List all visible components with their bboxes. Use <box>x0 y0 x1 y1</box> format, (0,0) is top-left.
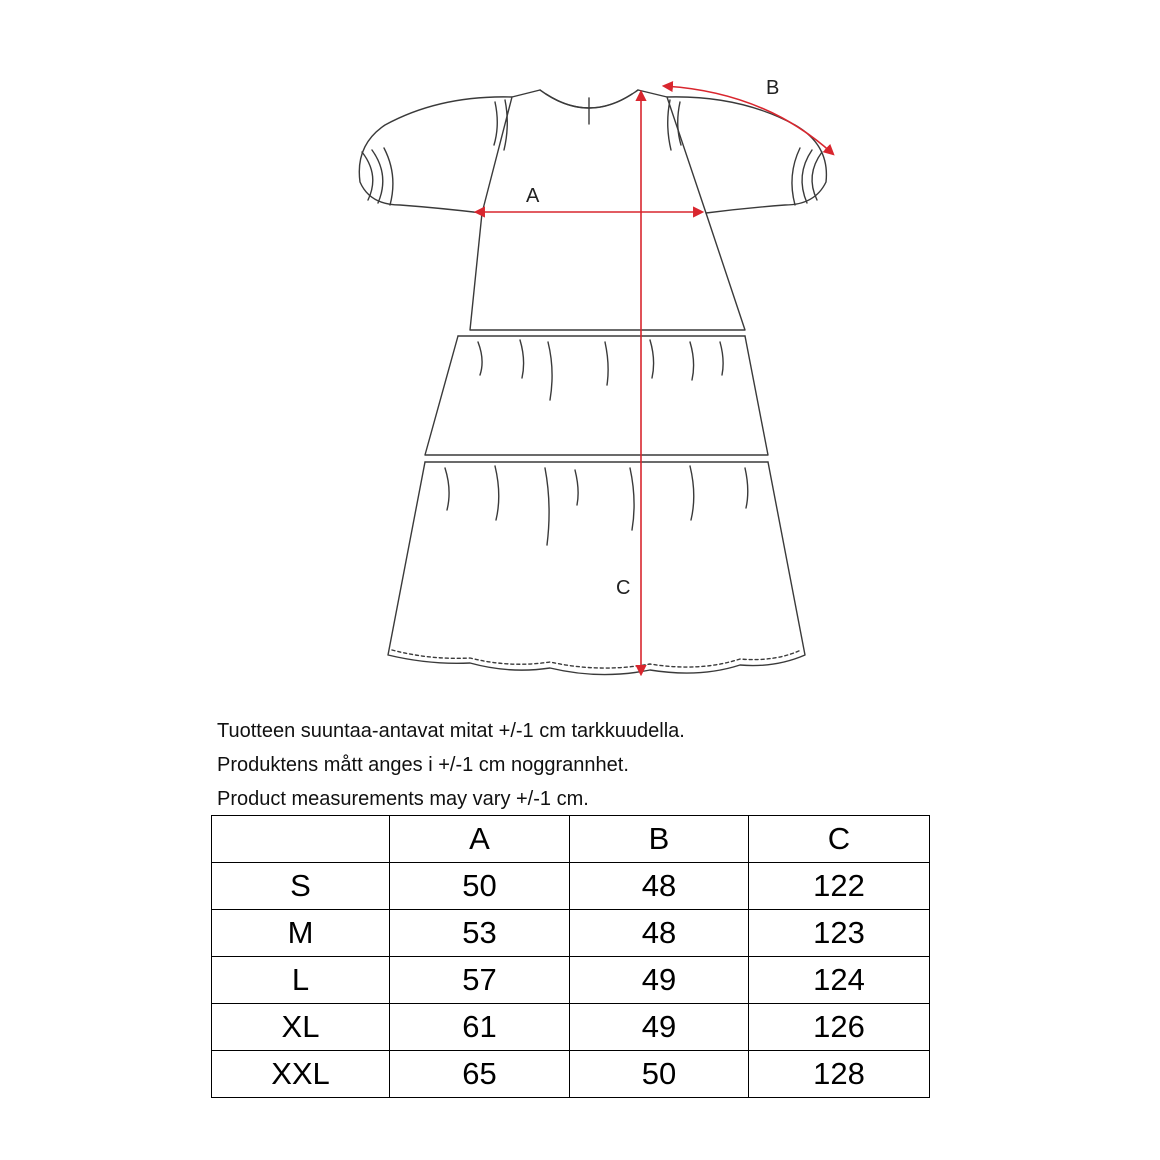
table-row <box>212 863 930 910</box>
header-cell: C <box>749 816 930 863</box>
size-table <box>211 815 930 1098</box>
header-cell <box>212 816 390 863</box>
table-row <box>212 957 930 1004</box>
table-cell: 50 <box>390 863 570 910</box>
table-cell: 48 <box>570 863 749 910</box>
size-cell: XXL <box>212 1051 390 1098</box>
note-english: Product measurements may vary +/-1 cm. <box>217 788 589 810</box>
header-cell: B <box>570 816 749 863</box>
table-cell: 57 <box>390 957 570 1004</box>
table-cell: 65 <box>390 1051 570 1098</box>
note-swedish: Produktens mått anges i +/-1 cm noggrannhet. <box>217 754 629 776</box>
table-cell: 53 <box>390 910 570 957</box>
label-a: A <box>526 185 540 207</box>
label-c: C <box>616 577 631 599</box>
size-cell: L <box>212 957 390 1004</box>
table-row <box>212 1051 930 1098</box>
table-cell: 50 <box>570 1051 749 1098</box>
table-cell: 49 <box>570 957 749 1004</box>
table-cell: 126 <box>749 1004 930 1051</box>
header-cell: A <box>390 816 570 863</box>
table-cell: 128 <box>749 1051 930 1098</box>
size-cell: XL <box>212 1004 390 1051</box>
size-cell: M <box>212 910 390 957</box>
table-header-row <box>212 816 930 863</box>
table-row <box>212 910 930 957</box>
table-cell: 123 <box>749 910 930 957</box>
table-cell: 61 <box>390 1004 570 1051</box>
note-finnish: Tuotteen suuntaa-antavat mitat +/-1 cm tarkkuudella. <box>217 720 685 742</box>
measure-lines <box>476 86 833 674</box>
measure-b-arc <box>664 86 833 154</box>
measurement-notes <box>217 714 685 816</box>
table-cell: 48 <box>570 910 749 957</box>
size-cell: S <box>212 863 390 910</box>
dress-outline <box>359 90 826 675</box>
table-cell: 49 <box>570 1004 749 1051</box>
table-cell: 122 <box>749 863 930 910</box>
table-cell: 124 <box>749 957 930 1004</box>
label-b: B <box>766 77 780 99</box>
table-row <box>212 1004 930 1051</box>
